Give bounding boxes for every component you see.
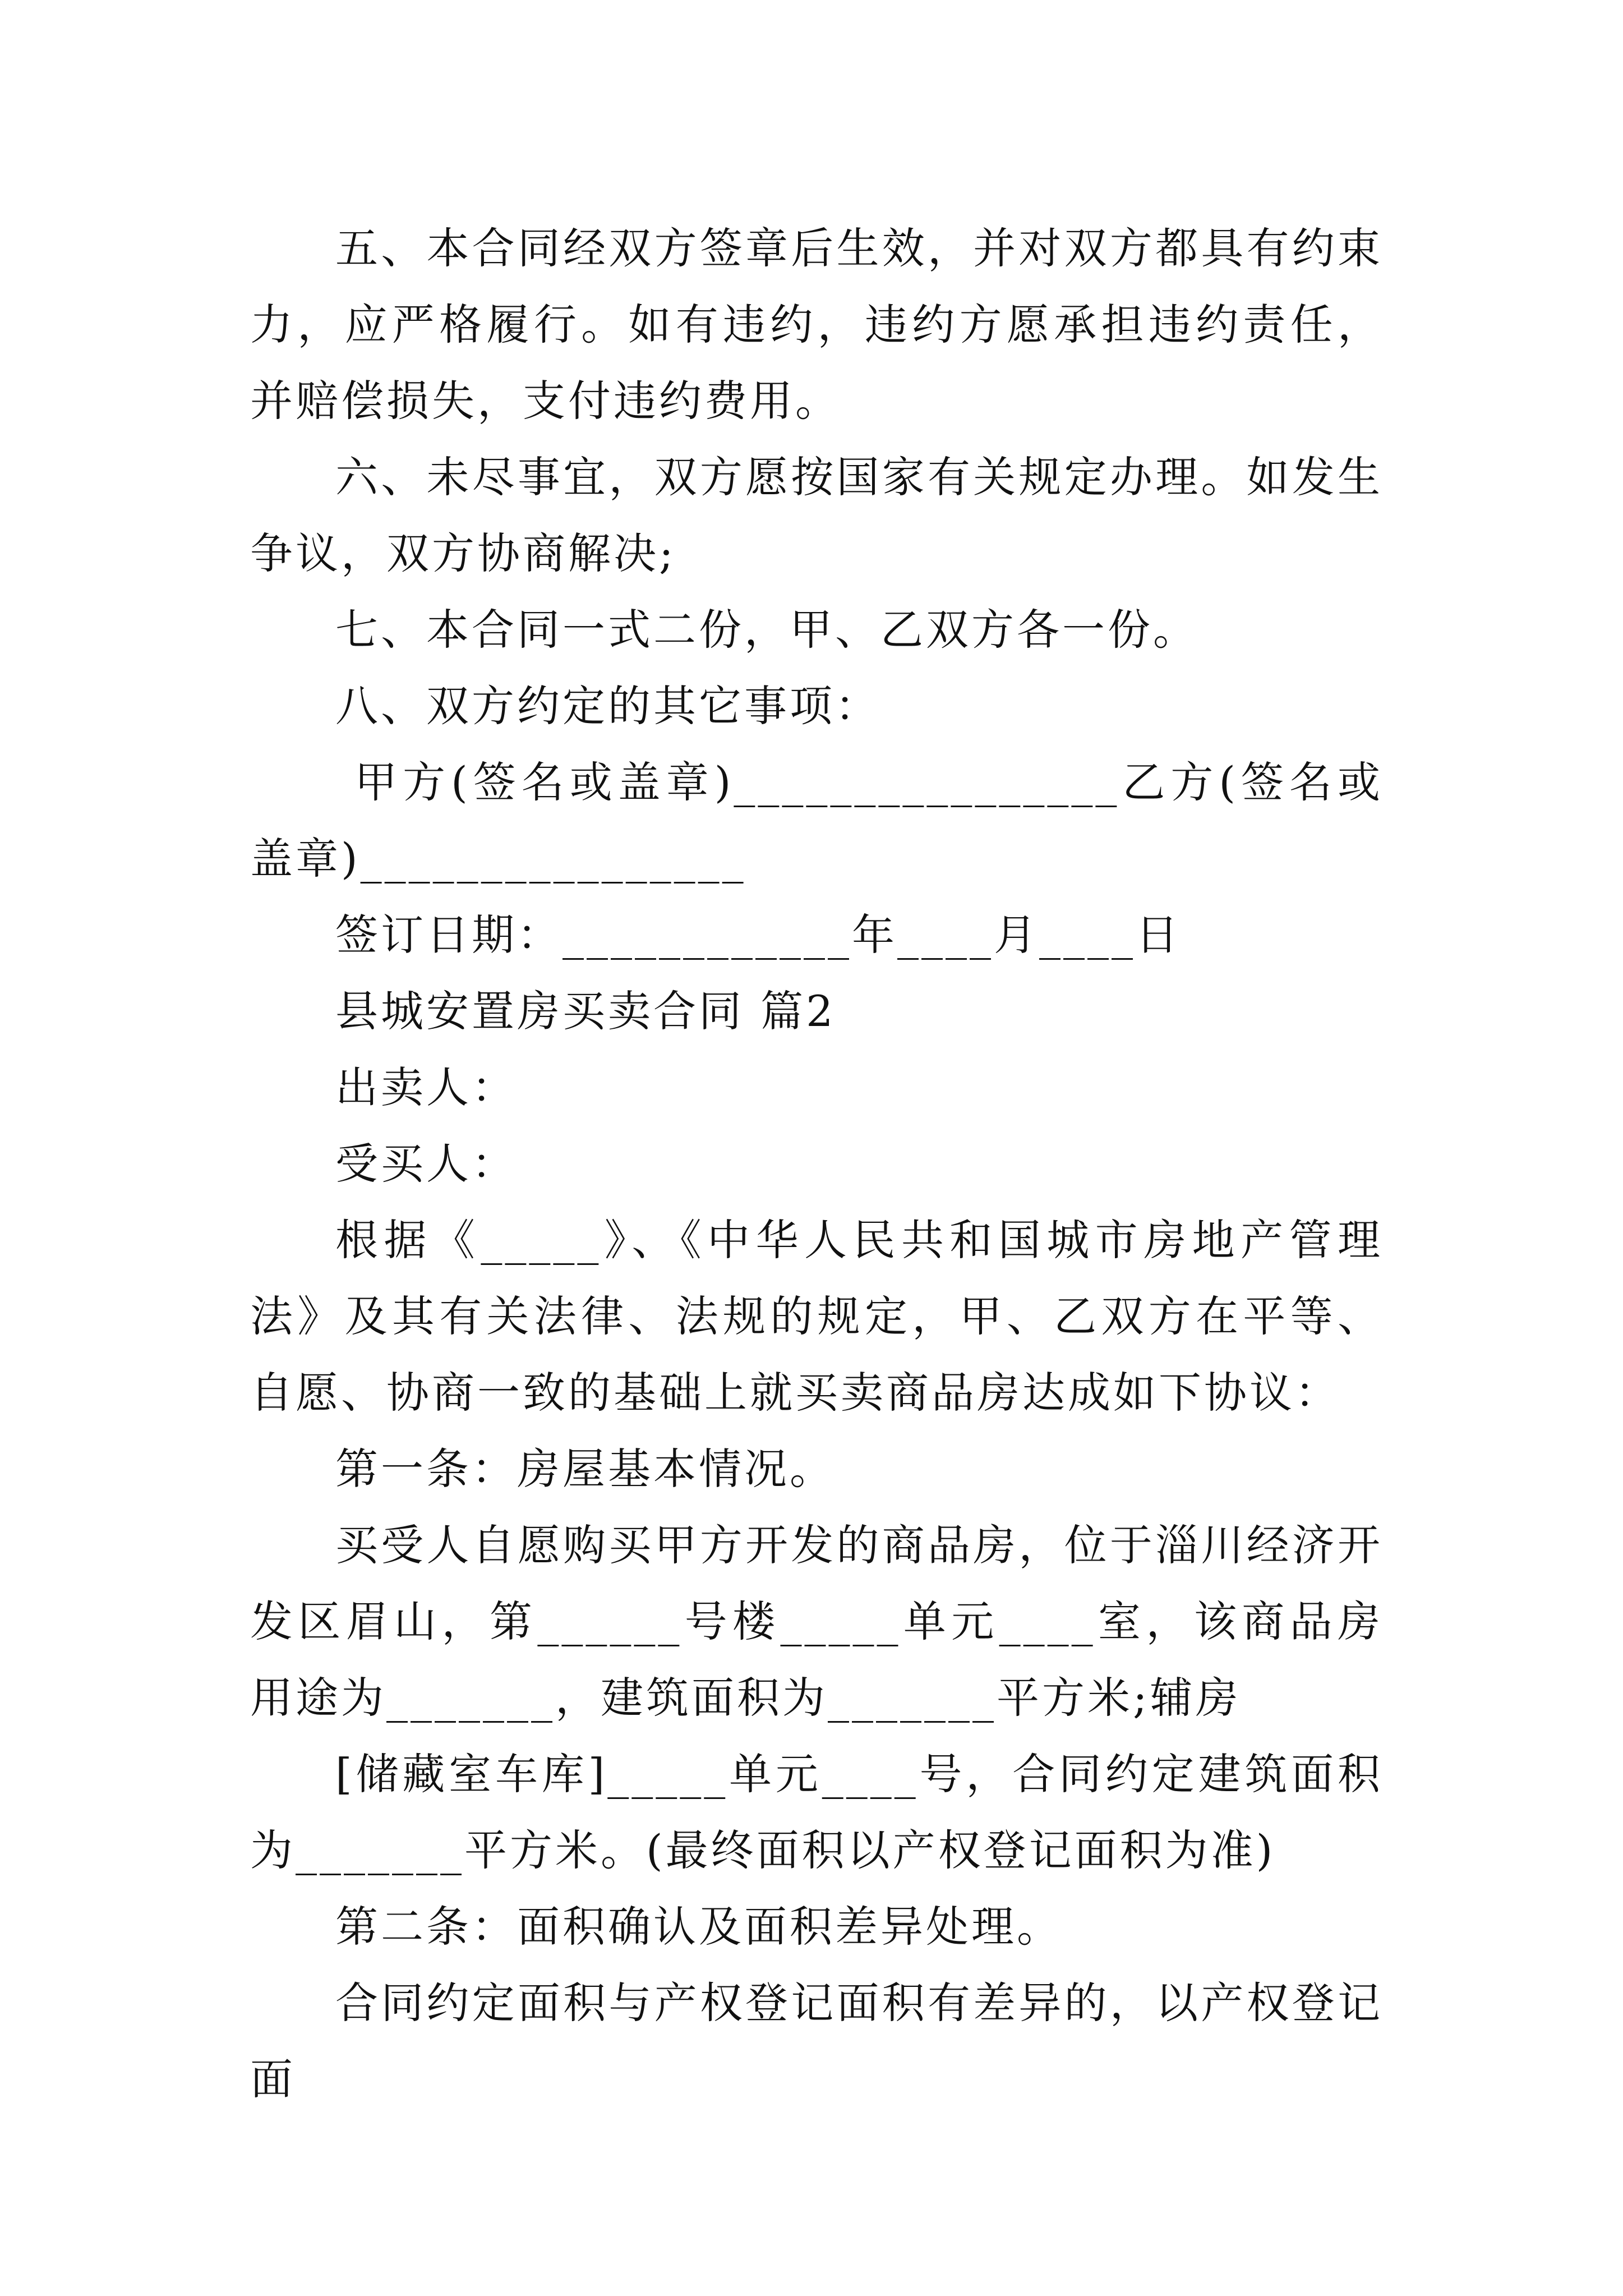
article-one-body: 买受人自愿购买甲方开发的商品房，位于淄川经济开发区眉山，第______号楼_____单元____室，该商品房用途为_______，建筑面积为_______平方米;辅房 <box>250 1520 1383 1723</box>
signature-line: 甲方(签名或盖章)________________乙方(签名或盖章)________________ <box>250 757 1383 884</box>
buyer-line: 受买人： <box>335 1139 517 1189</box>
section-title: 县城安置房买卖合同 篇2 <box>335 986 836 1036</box>
article-two-heading: 第二条：面积确认及面积差异处理。 <box>335 1902 1062 1952</box>
article-two-body: 合同约定面积与产权登记面积有差异的，以产权登记面 <box>250 1978 1383 2104</box>
seller-line: 出卖人： <box>335 1062 517 1112</box>
clause-six: 六、未尽事宜，双方愿按国家有关规定办理。如发生争议，双方协商解决; <box>250 452 1383 578</box>
article-one-annex: [储藏室车库]_____单元____号，合同约定建筑面积为_______平方米。(最终面积以产权登记面积为准) <box>250 1749 1383 1875</box>
article-one-heading: 第一条：房屋基本情况。 <box>335 1444 835 1494</box>
document-body <box>250 210 1383 2118</box>
legal-basis: 根据《_____》、《中华人民共和国城市房地产管理法》及其有关法律、法规的规定，甲、乙双方在平等、自愿、协商一致的基础上就买卖商品房达成如下协议： <box>250 1215 1383 1418</box>
clause-seven: 七、本合同一式二份，甲、乙双方各一份。 <box>335 605 1198 655</box>
signing-date: 签订日期：____________年____月____日 <box>335 910 1181 960</box>
clause-five: 五、本合同经双方签章后生效，并对双方都具有约束力，应严格履行。如有违约，违约方愿承担违约责任，并赔偿损失，支付违约费用。 <box>250 223 1383 426</box>
clause-eight: 八、双方约定的其它事项： <box>335 681 880 731</box>
